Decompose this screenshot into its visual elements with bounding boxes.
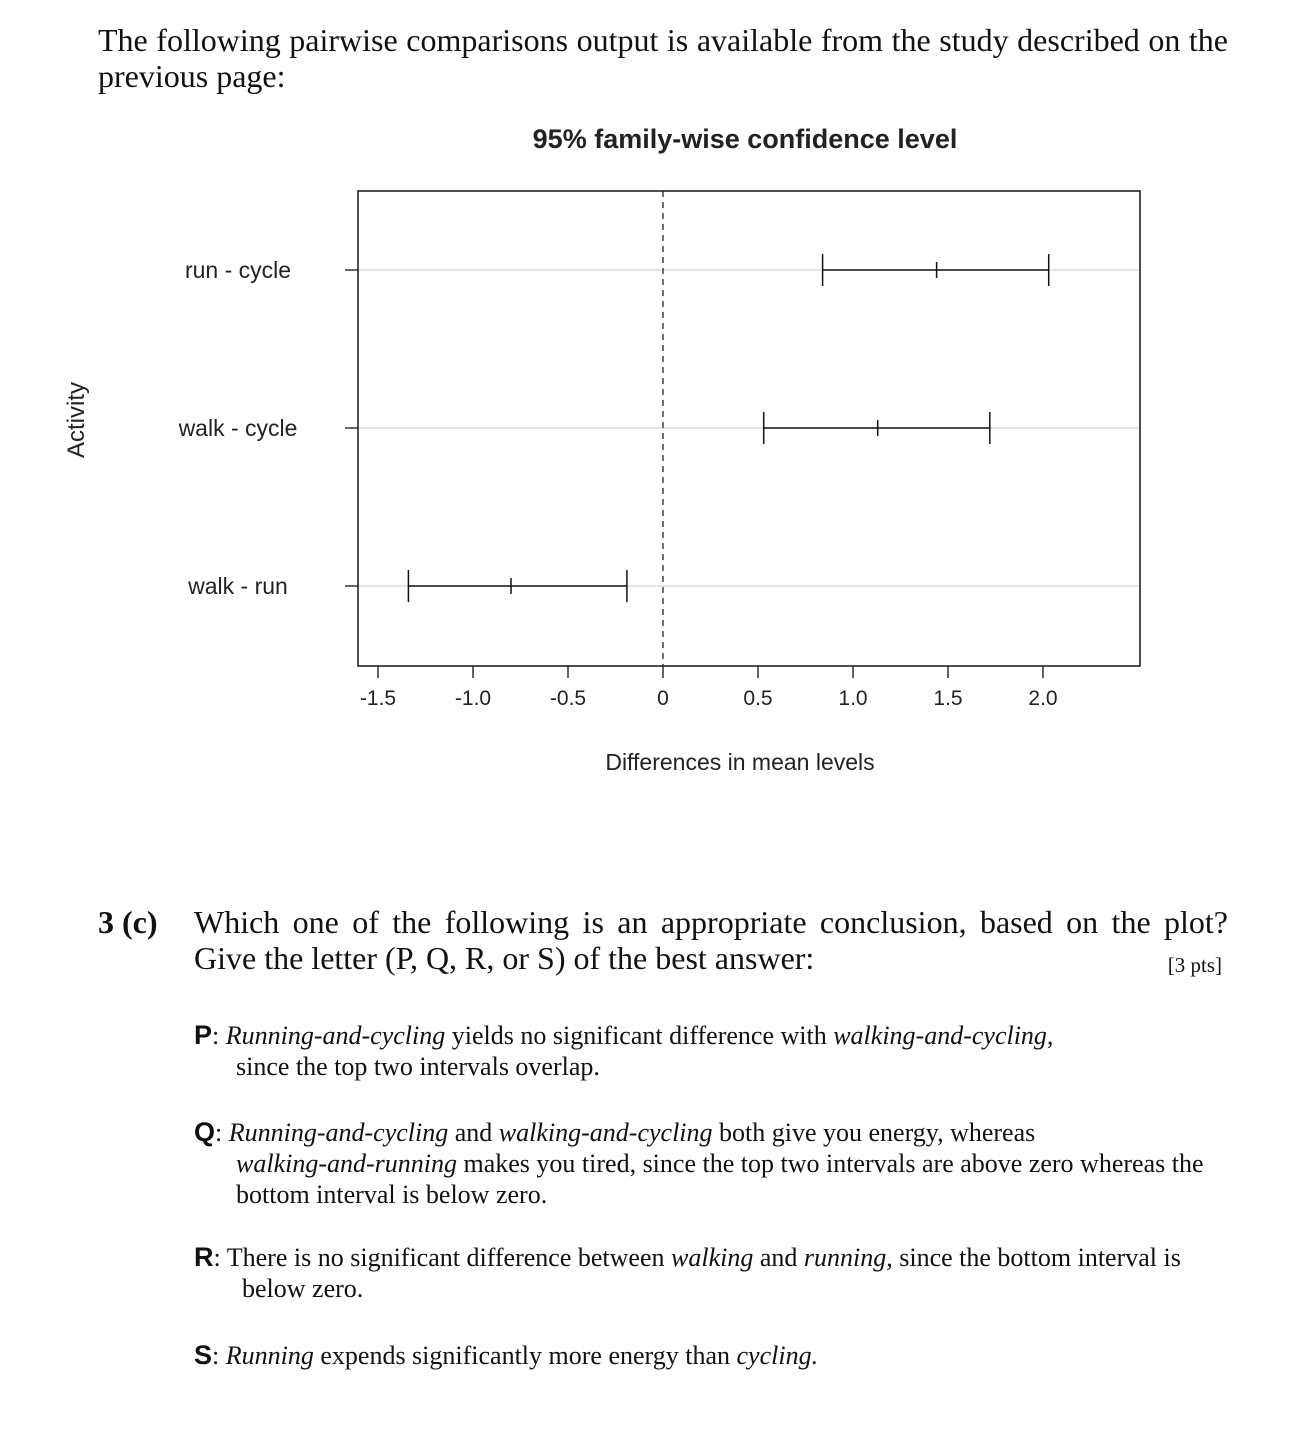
question-number: 3 (c) xyxy=(98,904,158,940)
option-r-text-1: There is no significant difference between xyxy=(220,1243,671,1272)
option-q-separator: : xyxy=(215,1118,223,1147)
x-tick-label: 0.5 xyxy=(743,687,773,710)
option-q-text-2: both give you energy, whereas xyxy=(712,1118,1036,1147)
x-tick-label: 2.0 xyxy=(1028,687,1058,710)
question-text: Which one of the following is an appropriate conclusion, based on the plot? Give the letter (P, Q, R, or S) of the best answer: xyxy=(194,904,1228,976)
option-r-separator: : xyxy=(213,1243,221,1272)
x-tick-label: 1.0 xyxy=(838,687,868,710)
y-axis xyxy=(178,257,358,599)
x-tick-label: 1.5 xyxy=(933,687,963,710)
option-s-letter: S xyxy=(194,1340,213,1370)
option-r xyxy=(194,1242,1224,1304)
option-q-term-1: Running-and-cycling xyxy=(228,1118,449,1147)
option-q-term-3: walking-and-running xyxy=(236,1149,457,1178)
option-s xyxy=(194,1340,1224,1371)
x-axis xyxy=(360,666,1058,710)
option-p-term-1: Running-and-cycling xyxy=(225,1021,446,1050)
option-p-term-2: walking-and-cycling, xyxy=(833,1021,1054,1050)
option-p-letter: P xyxy=(194,1020,213,1050)
x-tick-label: -1.0 xyxy=(454,687,492,710)
option-s-term-2: cycling. xyxy=(736,1341,819,1370)
option-s-separator: : xyxy=(212,1341,220,1370)
y-tick-label-walk-run: walk - run xyxy=(188,573,288,599)
interval-walk-run xyxy=(408,570,627,602)
option-q-text-1: and xyxy=(448,1118,499,1147)
option-r-term-2: running, xyxy=(803,1243,893,1272)
option-r-text-2: and xyxy=(753,1243,804,1272)
y-tick-label-run-cycle: run - cycle xyxy=(184,257,292,283)
x-tick-label: -1.5 xyxy=(359,687,397,710)
option-s-term-1: Running xyxy=(225,1341,314,1370)
gridlines xyxy=(358,270,1140,586)
chart-title: 95% family-wise confidence level xyxy=(532,124,958,154)
option-r-text-4: below zero. xyxy=(242,1274,364,1303)
option-r-term-1: walking xyxy=(671,1243,754,1272)
x-axis-label: Differences in mean levels xyxy=(605,749,875,775)
interval-run-cycle xyxy=(823,254,1049,286)
option-s-text-1: expends significantly more energy than xyxy=(313,1341,737,1370)
option-p-text-1: yields no significant difference with xyxy=(445,1021,834,1050)
interval-walk-cycle xyxy=(764,412,990,444)
option-p-text-2: since the top two intervals overlap. xyxy=(236,1052,600,1081)
option-r-letter: R xyxy=(194,1242,214,1272)
option-q xyxy=(194,1117,1224,1210)
option-r-text-3: since the bottom interval is xyxy=(892,1243,1181,1272)
option-p xyxy=(194,1020,1224,1082)
y-tick-label-walk-cycle: walk - cycle xyxy=(178,415,298,441)
option-q-term-2: walking-and-cycling xyxy=(498,1118,713,1147)
question-points: [3 pts] xyxy=(1167,953,1222,977)
option-q-text-3: makes you tired, since the top two intervals are above zero whereas the bottom interval is below zero. xyxy=(236,1149,1204,1209)
x-tick-label: 0 xyxy=(657,687,669,710)
option-p-separator: : xyxy=(212,1021,220,1050)
x-tick-label: -0.5 xyxy=(549,687,587,710)
option-q-letter: Q xyxy=(194,1117,216,1147)
intro-paragraph: The following pairwise comparisons output is available from the study described on the previous page: xyxy=(98,22,1228,94)
y-axis-label: Activity xyxy=(63,381,90,459)
